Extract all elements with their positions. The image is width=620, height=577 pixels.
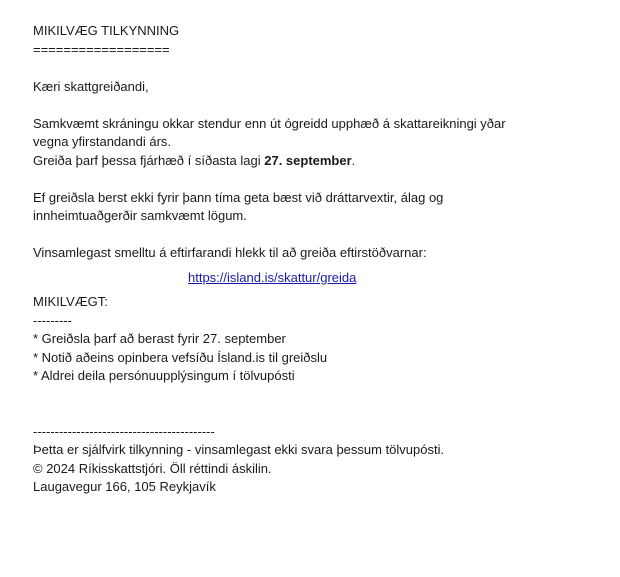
- title-underline: ==================: [33, 41, 170, 57]
- spacer: [33, 170, 593, 189]
- email-body: [33, 22, 593, 497]
- spacer: [33, 386, 593, 405]
- paragraph-2-line-2: innheimtuaðgerðir samkvæmt lögum.: [33, 208, 247, 223]
- paragraph-3-line-1: Vinsamlegast smelltu á eftirfarandi hlekk til að greiða eftirstöðvarnar:: [33, 245, 427, 260]
- deadline-date: 27. september: [264, 152, 352, 168]
- footer-auto-notice: Þetta er sjálfvirk tilkynning - vinsamlegast ekki svara þessum tölvupósti.: [33, 442, 445, 457]
- important-title: MIKILVÆGT:: [33, 294, 108, 309]
- paragraph-1-line-1: Samkvæmt skráningu okkar stendur enn út ógreidd upphæð á skattareikningi yðar: [33, 115, 506, 131]
- important-item: * Greiðsla þarf að berast fyrir 27. september: [33, 331, 286, 346]
- deadline-text: Greiða þarf þessa fjárhæð í síðasta lagi: [33, 152, 265, 168]
- greeting: Kæri skattgreiðandi,: [33, 78, 149, 94]
- footer-divider: ------------------------------------------: [33, 423, 215, 439]
- spacer: [33, 226, 593, 245]
- spacer: [33, 96, 593, 115]
- important-item: * Notið aðeins opinbera vefsíðu Ísland.is til greiðslu: [33, 349, 328, 365]
- spacer: [33, 404, 593, 423]
- footer-address: Laugavegur 166, 105 Reykjavík: [33, 479, 216, 494]
- notice-title: MIKILVÆG TILKYNNING: [33, 23, 180, 38]
- important-divider: ---------: [33, 312, 72, 328]
- payment-link-container: [33, 269, 593, 288]
- deadline-period: .: [351, 152, 356, 168]
- spacer: [33, 59, 593, 78]
- paragraph-2-line-1: Ef greiðsla berst ekki fyrir þann tíma geta bæst við dráttarvextir, álag og: [33, 189, 444, 205]
- payment-link[interactable]: https://island.is/skattur/greida: [188, 269, 357, 285]
- footer-copyright: © 2024 Ríkisskattstjóri. Öll réttindi áskilin.: [33, 460, 272, 476]
- paragraph-1-line-3: [33, 152, 593, 171]
- important-item: * Aldrei deila persónuupplýsingum í tölvupósti: [33, 368, 295, 383]
- paragraph-1-line-2: vegna yfirstandandi árs.: [33, 134, 172, 149]
